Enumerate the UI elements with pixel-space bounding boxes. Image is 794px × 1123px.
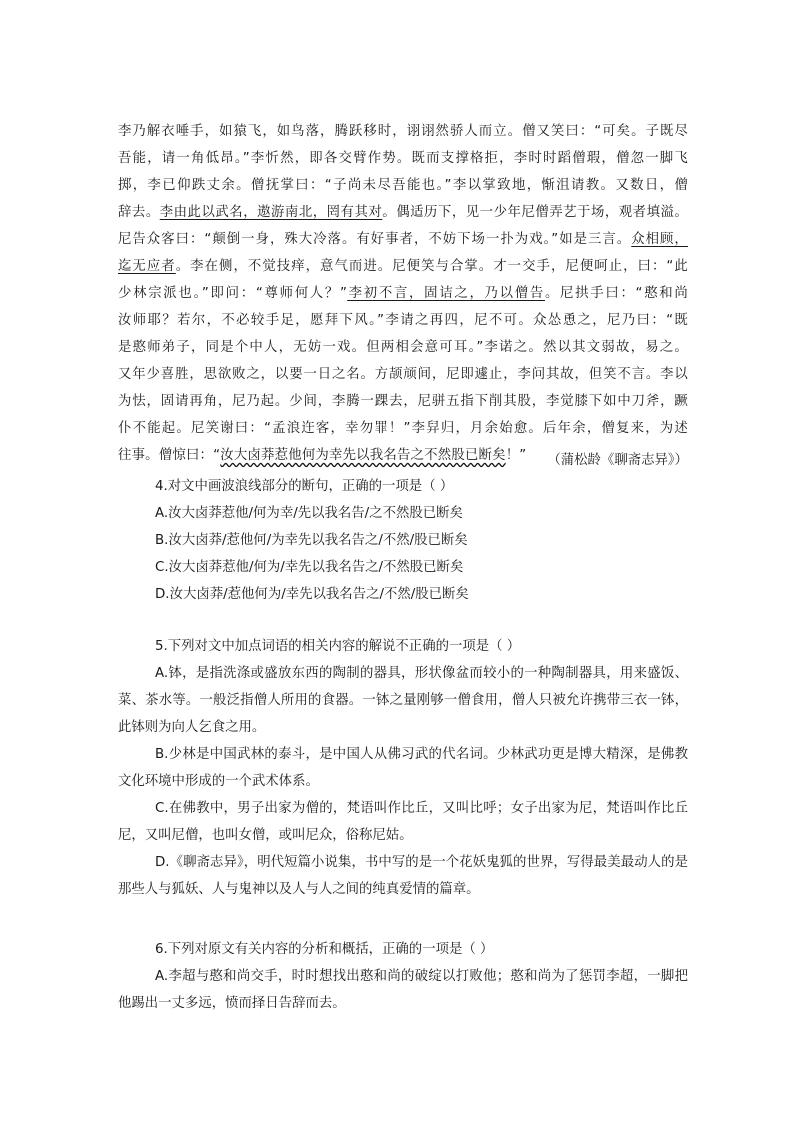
option-d[interactable]: D.《聊斋志异》，明代短篇小说集，书中写的是一个花妖鬼狐的世界，写得最美最动人的是那些人与狐妖、人与鬼神以及人与人之间的纯真爱情的篇章。 [118,855,688,897]
passage-text: 。李在侧，不觉技痒，意气而进。尼便笑与合掌。才一交手，尼便呵止，曰：“此 [175,259,688,274]
question-5 [118,633,688,903]
question-4 [118,473,688,608]
passage-line: 仆不能起。尼笑谢曰：“孟浪迕客，幸勿罪！”李舁归，月余始愈。后年余，僧复来，为述 [118,421,688,436]
underlined-sentence: 李初不言，固诘之，乃以僧告 [347,286,545,301]
passage-line: 掷，李已仰跌丈余。僧抚掌曰：“子尚未尽吾能也。”李以掌致地，惭沮请教。又数日，僧 [118,178,688,193]
passage-text: 少林宗派也。”即问：“尊师何人？” [118,286,348,301]
passage-line: 为怯，固请再角，尼乃起。少间，李腾一踝去，尼骈五指下削其股，李觉膝下如中刀斧，蹶 [118,394,688,409]
option-c[interactable]: C.在佛教中，男子出家为僧的，梵语叫作比丘，又叫比呼；女子出家为尼，梵语叫作比丘尼，又叫尼僧，也叫女僧，或叫尼众，俗称尼姑。 [118,801,688,843]
passage-source: （蒲松龄《聊斋志异》） [547,453,688,468]
passage-line: 汝师耶？若尔，不必较手足，愿拜下风。”李请之再四，尼不可。众怂恿之，尼乃曰：“既 [118,313,688,328]
passage-text: 。偶适历下，见一少年尼僧弄艺于场，观者填溢。 [382,205,688,220]
option-a[interactable]: A.汝大卤莽惹他/何为幸/先以我名告/之不然股已断矣 [155,506,463,521]
option-a[interactable]: A.钵，是指洗涤或盛放东西的陶制的器具，形状像盆而较小的一种陶制器具，用来盛饭、菜、茶水等。一般泛指僧人所用的食器。一钵之量刚够一僧食用，僧人只被允许携带三衣一钵，此钵则为向人乞食之用。 [118,666,688,735]
passage-line [118,199,688,226]
passage-line [118,253,688,280]
option-d[interactable]: D.汝大卤莽/惹他何为/幸先以我名告之/不然/股已断矣 [155,587,469,602]
option-b[interactable]: B.少林是中国武林的泰斗，是中国人从佛习武的代名词。少林武功更是博大精深，是佛教文化环境中形成的一个武术体系。 [118,747,688,789]
question-stem: 6.下列对原文有关内容的分析和概括，正确的一项是（ ） [155,942,494,957]
passage-line: 是憨师弟子，同是个中人，无妨一戏。但两相会意可耳。”李诺之。然以其文弱故，易之。 [118,340,688,355]
passage-text: 尼告众客曰：“颠倒一身，殊大冷落。有好事者，不妨下场一扑为戏。”如是三言。 [118,232,632,247]
option-c[interactable]: C.汝大卤莽惹他/何为/幸先以我名告之/不然股已断矣 [155,560,464,575]
passage-text: 往事。僧惊曰：“ [118,448,221,463]
question-6 [118,936,688,1017]
question-stem: 4.对文中画波浪线部分的断句，正确的一项是（ ） [155,479,454,494]
passage-line: 吾能，请一角低昂。”李忻然，即各交臂作势。既而支撑格拒，李时时蹈僧瑕，僧忽一脚飞 [118,151,688,166]
classical-passage [118,118,688,469]
option-a[interactable]: A.李超与憨和尚交手，时时想找出憨和尚的破绽以打败他；憨和尚为了惩罚李超，一脚把他踢出一丈多远，愤而择日告辞而去。 [118,969,688,1011]
passage-text: 。尼拱手曰：“憨和尚 [544,286,688,301]
wavy-underlined-sentence: 汝大卤莽惹他何为幸先以我名告之不然股已断矣 [220,448,506,463]
underlined-sentence: 李由此以武名，遨游南北，罔有其对 [159,205,383,220]
passage-text: ！” [505,448,527,463]
passage-line [118,226,688,253]
passage-line [118,280,688,307]
question-stem: 5.下列对文中加点词语的相关内容的解说不正确的一项是（ ） [155,639,521,654]
underlined-sentence: 众相顾， [631,232,688,247]
passage-line: 又年少喜胜，思欲败之，以要一日之名。方颉颃间，尼即遽止，李问其故，但笑不言。李以 [118,367,688,382]
underlined-sentence: 迄无应者 [118,259,176,274]
passage-line: 李乃解衣唾手，如猿飞，如鸟落，腾跃移时，诩诩然骄人而立。僧又笑曰：“可矣。子既尽 [118,124,688,139]
option-b[interactable]: B.汝大卤莽/惹他何/为幸先以我名告之/不然/股已断矣 [155,533,468,548]
passage-text: 辞去。 [118,205,160,220]
